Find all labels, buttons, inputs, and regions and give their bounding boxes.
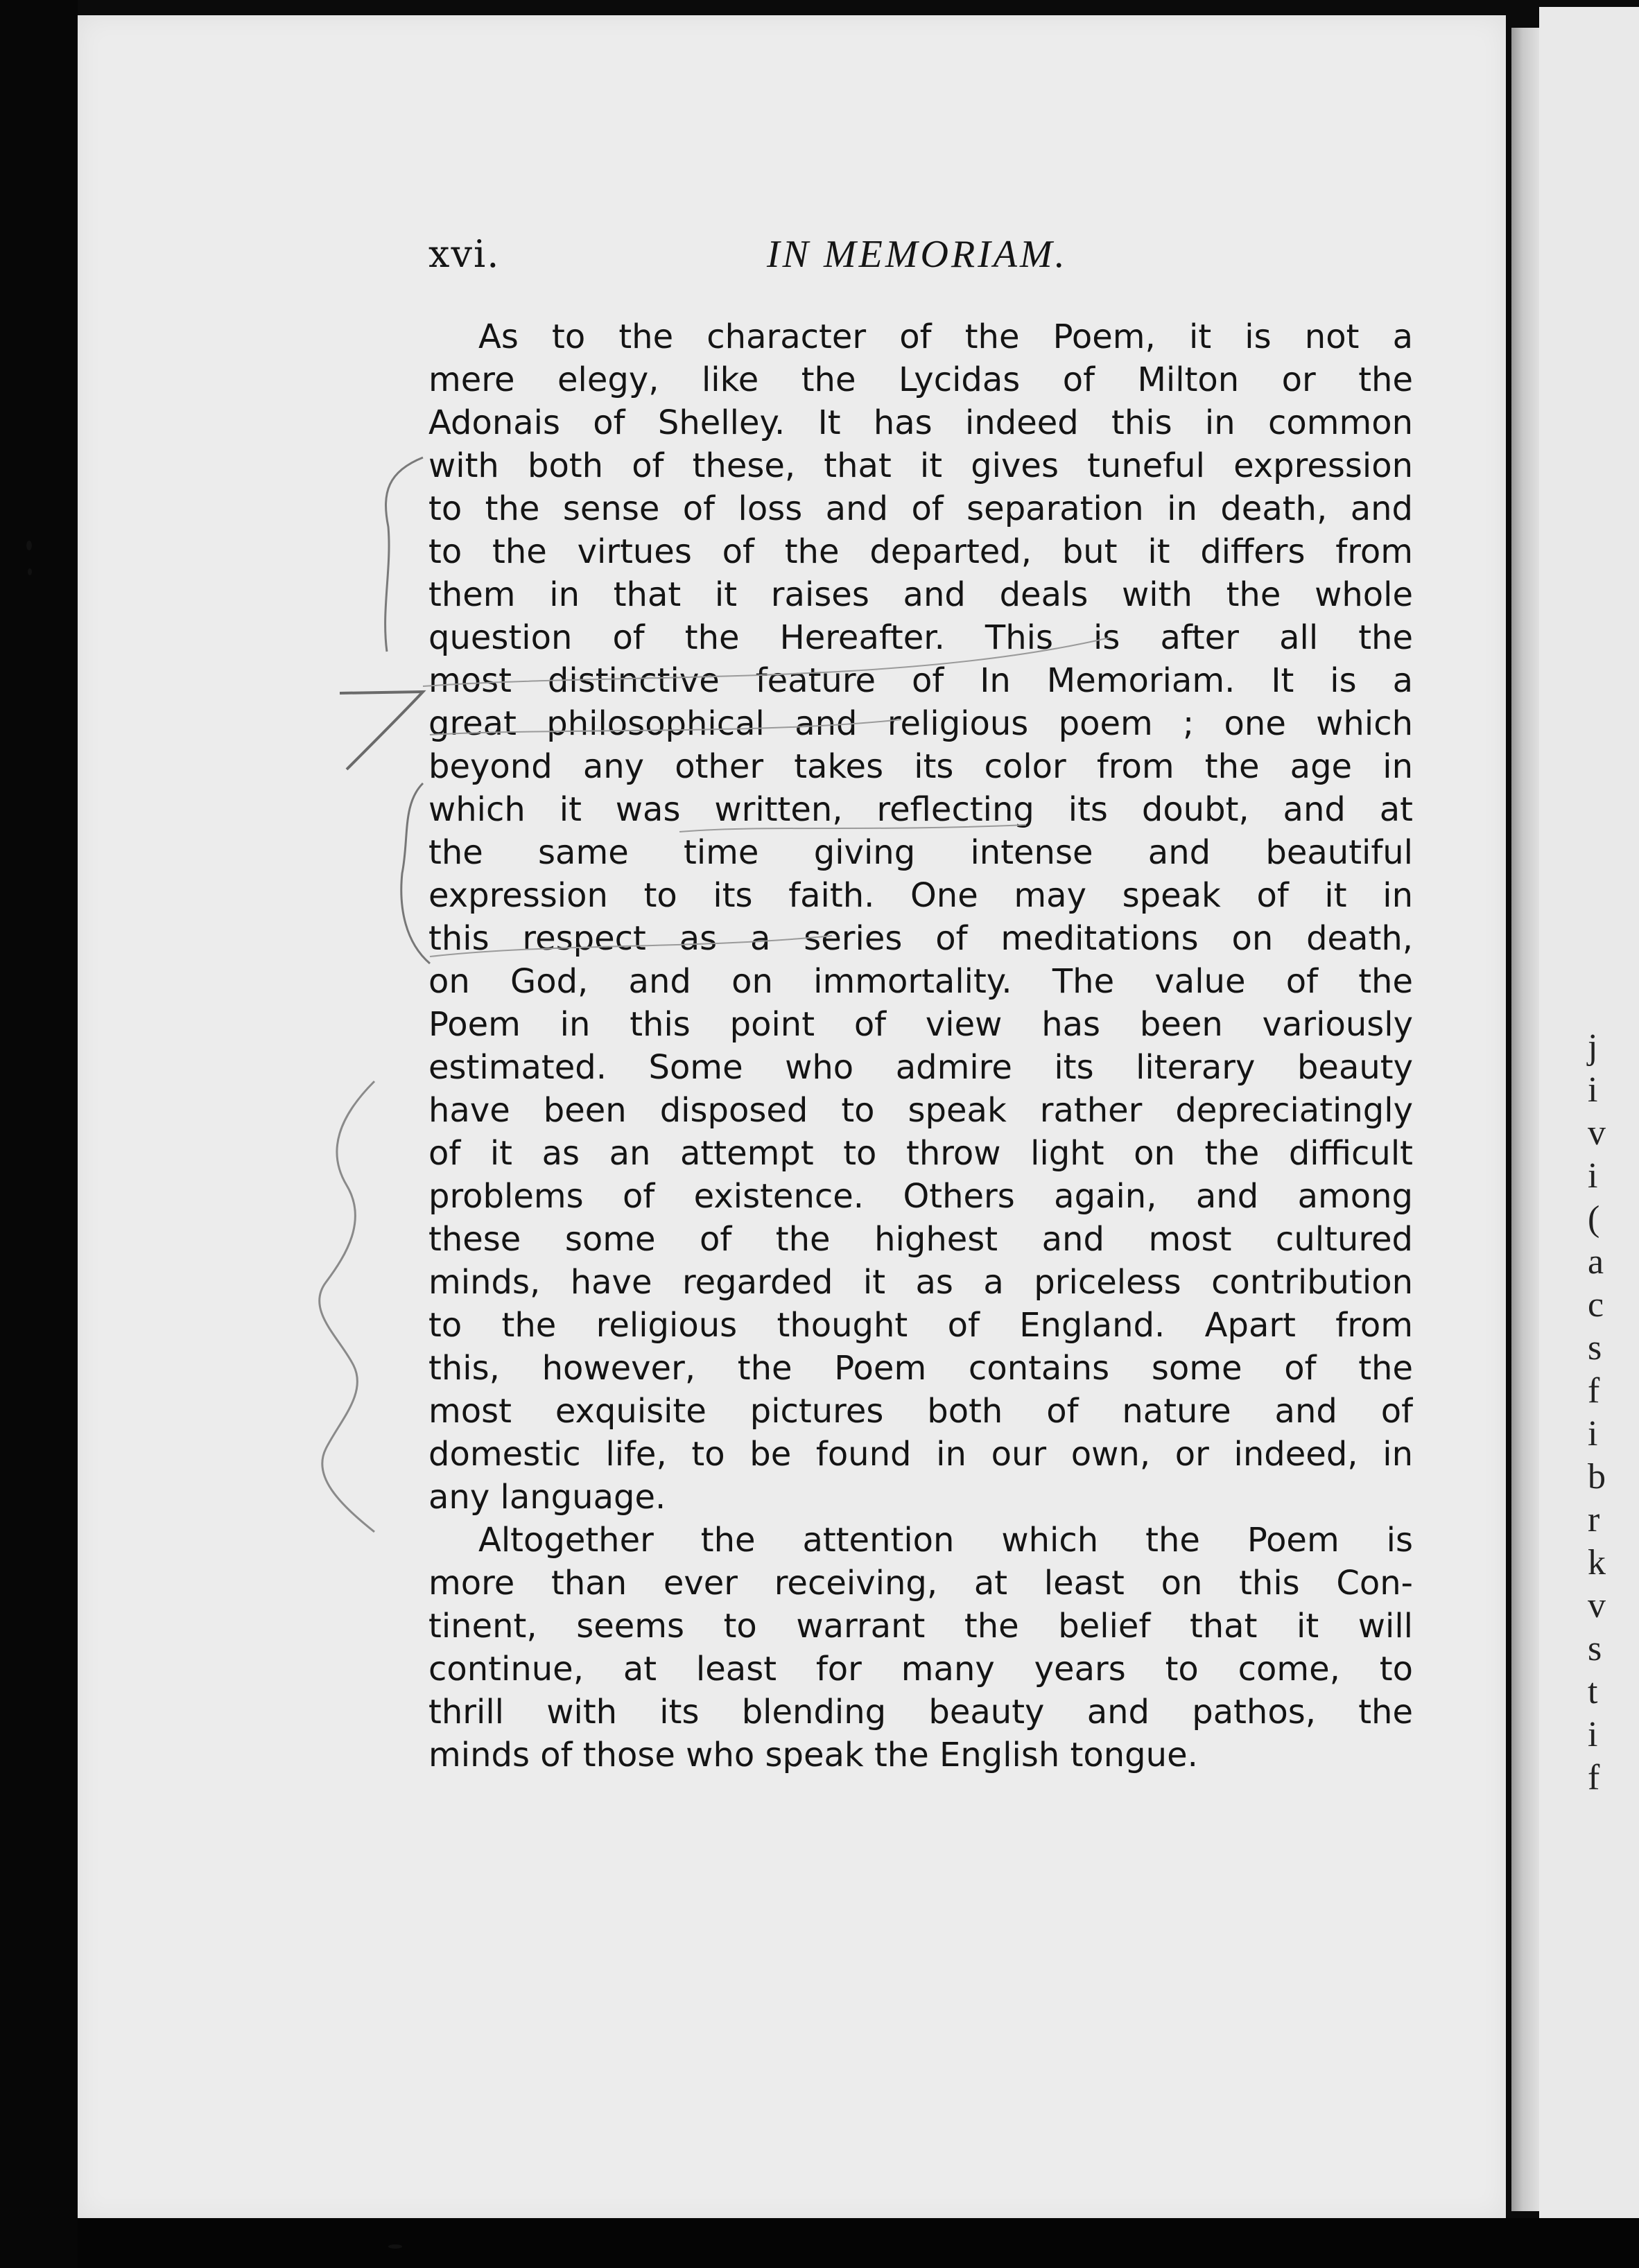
text-line: on God, and on immortality. The value of the: [428, 962, 1413, 1001]
text-line: minds, have regarded it as a priceless contribution: [428, 1263, 1413, 1302]
text-line: minds of those who speak the English tongue.: [428, 1736, 1198, 1774]
text-line: Adonais of Shelley. It has indeed this in common: [428, 403, 1413, 442]
facing-page-glyph: i: [1588, 1414, 1598, 1454]
facing-page-glyph: i: [1588, 1156, 1598, 1196]
facing-page-glyph: f: [1588, 1758, 1600, 1797]
text-line: with both of these, that it gives tuneful expression: [428, 446, 1413, 485]
facing-page-glyph: s: [1588, 1328, 1602, 1368]
text-line: the same time giving intense and beautiful: [428, 833, 1413, 872]
text-line: most distinctive feature of In Memoriam. It is a: [428, 661, 1413, 700]
facing-page-glyph: b: [1588, 1457, 1606, 1497]
text-line: problems of existence. Others again, and among: [428, 1177, 1413, 1216]
facing-page-glyph: k: [1588, 1543, 1606, 1582]
scan-border-bottom: [78, 2218, 1639, 2268]
text-line: which it was written, reflecting its doubt, and at: [428, 790, 1413, 829]
facing-page-glyph: c: [1588, 1285, 1604, 1325]
text-line: continue, at least for many years to come, to: [428, 1650, 1413, 1689]
text-line: expression to its faith. One may speak of it in: [428, 876, 1413, 915]
facing-page-glyph: t: [1588, 1672, 1598, 1711]
facing-page-glyph: (: [1588, 1199, 1600, 1239]
text-line: domestic life, to be found in our own, or indeed, in: [428, 1435, 1413, 1474]
text-line: great philosophical and religious poem ; one which: [428, 704, 1413, 743]
scan-border-left: [0, 0, 78, 2268]
text-line: to the sense of loss and of separation in death, and: [428, 489, 1413, 528]
text-line: this respect as a series of meditations on death,: [428, 919, 1413, 958]
facing-page-glyph: s: [1588, 1629, 1602, 1668]
scan-speck: [26, 541, 32, 550]
facing-page-glyph: v: [1588, 1113, 1606, 1153]
facing-page-glyph: i: [1588, 1070, 1598, 1110]
facing-page-glyph: i: [1588, 1715, 1598, 1754]
page-gutter-shadow: [1511, 28, 1539, 2211]
text-line: most exquisite pictures both of nature and of: [428, 1392, 1413, 1431]
facing-page-glyph: f: [1588, 1371, 1600, 1411]
body-text: [428, 315, 1413, 1777]
scan-speck: [28, 568, 32, 575]
text-line: beyond any other takes its color from the age in: [428, 747, 1413, 786]
text-line: Altogether the attention which the Poem is: [478, 1521, 1413, 1560]
text-line: tinent, seems to warrant the belief that it will: [428, 1607, 1413, 1646]
text-line: of it as an attempt to throw light on the difficult: [428, 1134, 1413, 1173]
text-line: mere elegy, like the Lycidas of Milton or the: [428, 360, 1413, 399]
running-title: IN MEMORIAM.: [767, 233, 1068, 276]
facing-page-glyph: v: [1588, 1586, 1606, 1625]
running-head: [428, 232, 1413, 281]
text-line: this, however, the Poem contains some of the: [428, 1349, 1413, 1388]
text-line: any language.: [428, 1478, 666, 1517]
facing-page-glyph: a: [1588, 1242, 1604, 1282]
text-line: to the religious thought of England. Apart from: [428, 1306, 1413, 1345]
text-line: more than ever receiving, at least on this Con-: [428, 1564, 1413, 1603]
page-number: xvi.: [428, 232, 501, 276]
text-line: Poem in this point of view has been variously: [428, 1005, 1413, 1044]
facing-page-glyph: r: [1588, 1500, 1600, 1539]
text-line: these some of the highest and most cultured: [428, 1220, 1413, 1259]
facing-page-glyph: j: [1588, 1027, 1598, 1067]
text-line: question of the Hereafter. This is after all the: [428, 618, 1413, 657]
facing-page-text-fragments: [1588, 1026, 1636, 1799]
text-line: have been disposed to speak rather depreciatingly: [428, 1091, 1413, 1130]
text-line: them in that it raises and deals with the whole: [428, 575, 1413, 614]
text-line: As to the character of the Poem, it is not a: [478, 317, 1413, 356]
text-line: to the virtues of the departed, but it differs from: [428, 532, 1413, 571]
text-line: estimated. Some who admire its literary beauty: [428, 1048, 1413, 1087]
text-line: thrill with its blending beauty and pathos, the: [428, 1693, 1413, 1731]
scan-speck: [388, 2244, 402, 2249]
